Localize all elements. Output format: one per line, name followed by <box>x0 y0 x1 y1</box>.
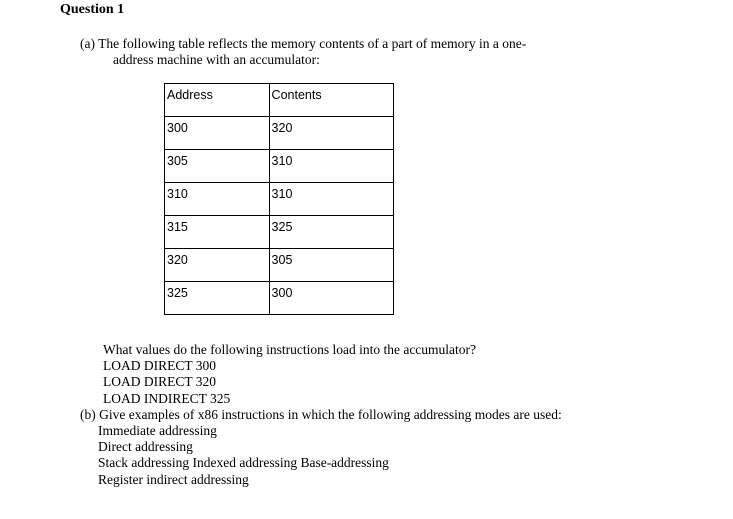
contents-cell: 325 <box>269 216 393 249</box>
contents-cell: 305 <box>269 249 393 282</box>
contents-cell: 310 <box>269 150 393 183</box>
addressing-mode-line: Register indirect addressing <box>98 471 249 487</box>
address-cell: 315 <box>165 216 270 249</box>
part-b-modes <box>98 423 389 488</box>
instruction-line: LOAD DIRECT 320 <box>103 374 216 390</box>
table-row <box>165 183 394 216</box>
addressing-mode-line: Immediate addressing <box>98 423 217 438</box>
table-row <box>165 249 394 282</box>
question-title: Question 1 <box>60 2 125 17</box>
table-row <box>165 117 394 150</box>
address-cell: 300 <box>165 117 270 150</box>
part-b-intro: (b) Give examples of x86 instructions in which the following addressing modes are used: <box>80 407 562 422</box>
table-row <box>165 282 394 315</box>
header-address: Address <box>165 84 270 117</box>
addressing-mode-line: Stack addressing Indexed addressing Base-addressing <box>98 455 389 471</box>
table-row <box>165 150 394 183</box>
instruction-line: LOAD DIRECT 300 <box>103 358 216 374</box>
table-row <box>165 216 394 249</box>
contents-cell: 310 <box>269 183 393 216</box>
address-cell: 310 <box>165 183 270 216</box>
address-cell: 325 <box>165 282 270 315</box>
contents-cell: 320 <box>269 117 393 150</box>
contents-cell: 300 <box>269 282 393 315</box>
addressing-mode-line: Direct addressing <box>98 439 193 455</box>
address-cell: 305 <box>165 150 270 183</box>
part-a-question: What values do the following instructions load into the accumulator? <box>103 342 477 357</box>
part-a-intro-line2: address machine with an accumulator: <box>113 52 320 67</box>
memory-table <box>164 83 394 315</box>
table-header-row <box>165 84 394 117</box>
address-cell: 320 <box>165 249 270 282</box>
instruction-line: LOAD INDIRECT 325 <box>103 390 231 406</box>
part-a-intro-line1: (a) The following table reflects the memory contents of a part of memory in a one- <box>80 36 527 51</box>
header-contents: Contents <box>269 84 393 117</box>
part-a-questions <box>103 342 476 407</box>
